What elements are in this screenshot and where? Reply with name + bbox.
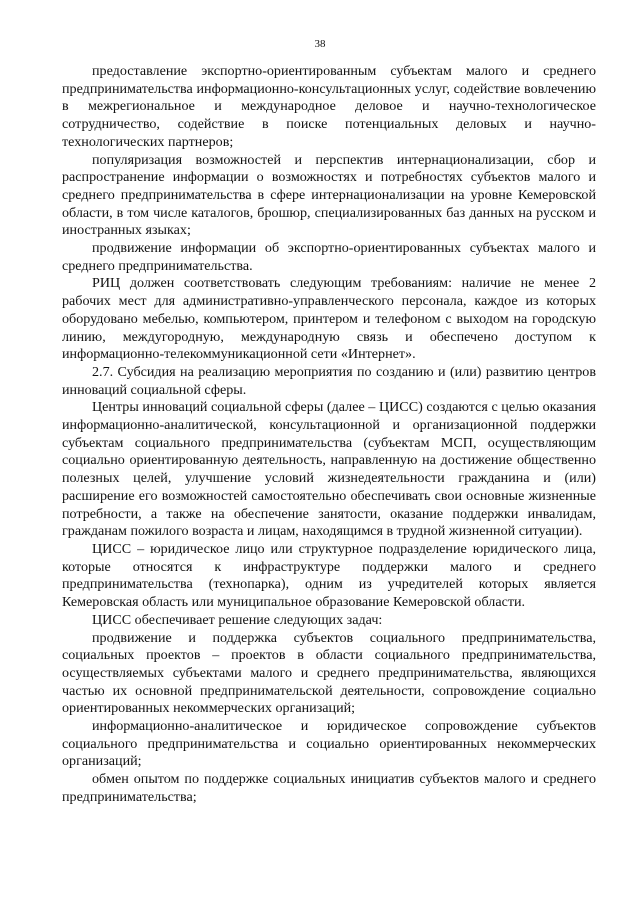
paragraph-task-experience: обмен опытом по поддержке социальных инициатив субъектов малого и среднего предпринимательства;	[62, 771, 596, 805]
body-text	[62, 63, 596, 807]
paragraph-ciss-legal-entity: ЦИСС – юридическое лицо или структурное подразделение юридического лица, которые относятся к инфраструктуре поддержки малого и среднего предпринимательства (технопарка), одним из учредителей которых является Кемеровская область или муниципальное образование Кемеровской области.	[62, 540, 596, 611]
paragraph-promotion: продвижение информации об экспортно-ориентированных субъектах малого и среднего предпринимательства.	[62, 240, 596, 274]
paragraph-task-legal-support: информационно-аналитическое и юридическое сопровождение субъектов социального предпринимательства и социально ориентированных некоммерческих организаций;	[62, 718, 596, 770]
page-number: 38	[314, 38, 326, 50]
paragraph-ric-requirements: РИЦ должен соответствовать следующим требованиям: наличие не менее 2 рабочих мест для административно-управленческого персонала, каждое из которых оборудовано мебелью, компьютером, принтером и телефоном с выходом на городскую линию, междугородную, международную связь и обеспечено доступом к информационно-телекоммуникационной сети «Интернет».	[62, 275, 596, 363]
paragraph-export-services: предоставление экспортно-ориентированным субъектам малого и среднего предпринимательства информационно-консультационных услуг, содействие вовлечению в межрегиональное и международное деловое и научно-технологическое сотрудничество, содействие в поиске потенциальных деловых и научно-технологических партнеров;	[62, 63, 596, 150]
paragraph-internationalization: популяризация возможностей и перспектив интернационализации, сбор и распространение информации о возможностях и потребностях субъектов малого и среднего предпринимательства в сфере интернационализации на уровне Кемеровской области, в том числе каталогов, брошюр, специализированных баз данных на русском и иностранных языках;	[62, 151, 596, 239]
paragraph-ciss-definition: Центры инноваций социальной сферы (далее – ЦИСС) создаются с целью оказания информационно-аналитической, консультационной и организационной поддержки субъектам социального предпринимательства (субъектам МСП, осуществляющим социально ориентированную деятельность, направленную на достижение общественно полезных целей, улучшение условий жизнедеятельности гражданина и (или) расширение его возможностей самостоятельно обеспечивать свои основные жизненные потребности, а также на обеспечение занятости, оказание поддержки инвалидам, гражданам пожилого возраста и лицам, находящимся в трудной жизненной ситуации).	[62, 399, 596, 540]
paragraph-section-2-7: 2.7. Субсидия на реализацию мероприятия по созданию и (или) развитию центров инноваций социальной сферы.	[62, 363, 596, 398]
paragraph-task-promotion: продвижение и поддержка субъектов социального предпринимательства, социальных проектов – проектов в области социального предпринимательства, осуществляемых субъектами малого и среднего предпринимательства, являющихся частью их основной предпринимательской деятельности, сопровождение социально ориентированных некоммерческих организаций;	[62, 629, 596, 717]
paragraph-ciss-tasks-intro: ЦИСС обеспечивает решение следующих задач:	[92, 611, 383, 628]
